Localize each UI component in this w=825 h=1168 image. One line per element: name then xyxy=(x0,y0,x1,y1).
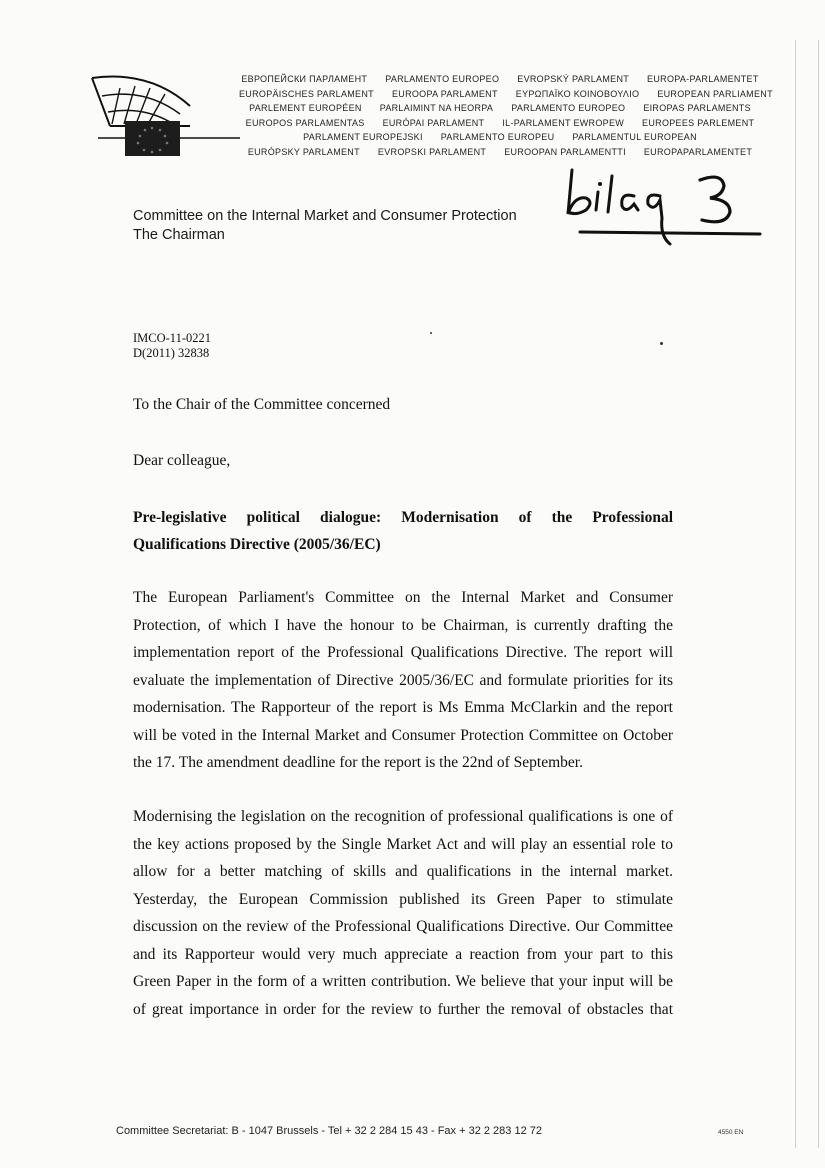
paragraph-line: implementation report of the Professional Qualifications Directive. The report will xyxy=(133,644,673,661)
paragraph-line: of great importance in order for the review to further the removal of obstacles that xyxy=(133,1000,673,1018)
handwritten-annotation-bilag-3 xyxy=(560,162,770,252)
paragraph-2 xyxy=(133,803,673,1023)
scan-speck xyxy=(430,332,432,334)
reference-block xyxy=(133,331,211,361)
paragraph-line: modernisation. The Rapporteur of the report is Ms Emma McClarkin and the report xyxy=(133,699,673,716)
european-parliament-logo xyxy=(90,66,240,166)
names-row: EUROPOS PARLAMENTAS EURÓPAI PARLAMENT IL-PARLAMENT EWROPEW EUROPEES PARLEMENT xyxy=(245,117,755,128)
committee-role: The Chairman xyxy=(133,227,225,243)
paragraph-line: Modernising the legislation on the recognition of professional qualifications is one of xyxy=(133,808,673,825)
paragraph-line: The European Parliament's Committee on the Internal Market and Consumer xyxy=(133,589,673,606)
paragraph-line: Protection, of which I have the honour to be Chairman, is currently drafting the xyxy=(133,616,673,634)
paragraph-line: and its Rapporteur would very much appreciate a reaction from your part to this xyxy=(133,945,673,963)
subject-line-2: Qualifications Directive (2005/36/EC) xyxy=(133,536,381,553)
paragraph-line: discussion on the review of the Professional Qualifications Directive. Our Committee xyxy=(133,918,673,935)
scan-edge-line xyxy=(818,40,819,1148)
recipient-line: To the Chair of the Committee concerned xyxy=(133,396,391,413)
paragraph-line: Yesterday, the European Commission published its Green Paper to stimulate xyxy=(133,890,673,908)
form-code: 4550 EN xyxy=(718,1129,744,1136)
paragraph-line: evaluate the implementation of Directive 2005/36/EC and formulate priorities for its xyxy=(133,671,673,689)
scan-edge-line xyxy=(795,40,796,1148)
footer-secretariat: Committee Secretariat: B - 1047 Brussels - Tel + 32 2 284 15 43 - Fax + 32 2 283 12 72 xyxy=(116,1125,542,1137)
paragraph-line: Green Paper in the form of a written contribution. We believe that your input will be xyxy=(133,973,673,990)
names-row: ЕВРОПЕЙСКИ ПАРЛАМЕНТ PARLAMENTO EUROPEO EVROPSKÝ PARLAMENT EUROPA-PARLAMENTET xyxy=(241,74,759,84)
paragraph-line: allow for a better matching of skills and qualifications in the internal market. xyxy=(133,863,673,880)
names-row: EUROPÄISCHES PARLAMENT EUROOPA PARLAMENT ΕΥΡΩΠΑΪΚΟ ΚΟΙΝΟΒΟΥΛΙΟ EUROPEAN PARLIAMENT xyxy=(239,88,773,99)
paragraph-line: will be voted in the Internal Market and Consumer Protection Committee on October xyxy=(133,726,673,744)
reference-code: IMCO-11-0221 xyxy=(133,331,212,345)
subject-heading xyxy=(133,504,673,558)
committee-heading xyxy=(133,207,517,245)
names-row: PARLAMENT EUROPEJSKI PARLAMENTO EUROPEU PARLAMENTUL EUROPEAN xyxy=(303,132,697,143)
salutation: Dear colleague, xyxy=(133,452,231,469)
parliament-names-banner xyxy=(230,72,773,160)
paragraph-line: the 17. The amendment deadline for the report is the 22nd of September. xyxy=(133,754,583,771)
reference-doc-number: D(2011) 32838 xyxy=(133,346,210,360)
names-row: EURÓPSKY PARLAMENT EVROPSKI PARLAMENT EUROOPAN PARLAMENTTI EUROPAPARLAMENTET xyxy=(247,146,753,157)
paragraph-line: the key actions proposed by the Single Market Act and will play an essential role to xyxy=(133,835,673,853)
committee-name: Committee on the Internal Market and Consumer Protection xyxy=(133,208,517,224)
names-row: PARLEMENT EUROPÉEN PARLAIMINT NA HEORPA PARLAMENTO EUROPEO EIROPAS PARLAMENTS xyxy=(249,103,751,114)
subject-line-1: Pre-legislative political dialogue: Modernisation of the Professional xyxy=(133,509,673,526)
scan-speck xyxy=(660,342,663,345)
paragraph-1 xyxy=(133,584,673,777)
